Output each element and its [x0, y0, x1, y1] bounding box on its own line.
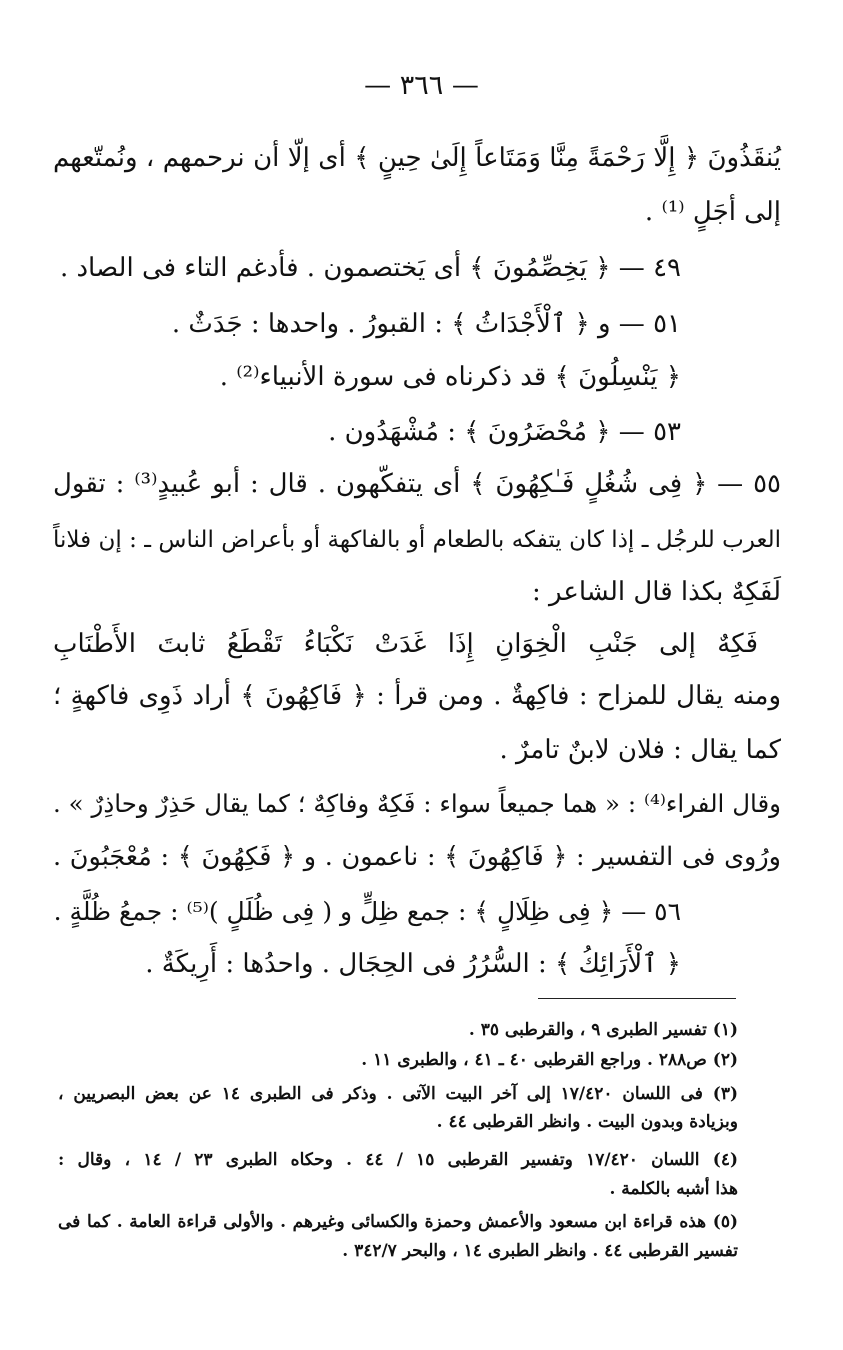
body-line: وقال الفراء⁽⁴⁾ : « هما جميعاً سواء : فَكِهٌ وفاكِهٌ ؛ كما يقال حَذِرٌ وحاذِرٌ » . — [53, 789, 782, 818]
body-line: كما يقال : فلان لابنٌ تامرٌ . — [499, 735, 781, 765]
footnote-line: (٥) هذه قراءة ابن مسعود والأعمش وحمزة والكسائى وغيرهم . والأولى قراءة العامة . كما فى — [58, 1212, 738, 1232]
page-number: — ٣٦٦ — — [364, 70, 479, 101]
body-line: ومنه يقال للمزاح : فاكِهةٌ . ومن قرأ : ﴿ فَاكِهُونَ ﴾ أراد ذَوِى فاكهةٍ ؛ — [53, 681, 781, 711]
body-line: يُنقَذُونَ ﴿ إِلَّا رَحْمَةً مِنَّا وَمَتَاعاً إِلَىٰ حِينٍ ﴾ أى إلّا أن نرحمهم ، ونُمتّعهم — [53, 143, 781, 173]
footnote-line: وبزيادة وبدون البيت . وانظر القرطبى ٤٤ . — [436, 1112, 738, 1132]
body-line: ٥١ — و ﴿ ٱلْأَجْدَاثُ ﴾ : القبورُ . واحدها : جَدَثٌ . — [171, 309, 681, 339]
footnote-line: هذا أشبه بالكلمة . — [609, 1179, 738, 1199]
body-line: ٥٥ — ﴿ فِى شُغُلٍ فَـٰكِهُونَ ﴾ أى يتفكّهون . قال : أبو عُبيدٍ⁽³⁾ : تقول — [53, 469, 782, 499]
body-line: إلى أجَلٍ ⁽¹⁾ . — [644, 197, 781, 227]
body-line: ٥٣ — ﴿ مُحْضَرُونَ ﴾ : مُشْهَدُون . — [328, 417, 681, 447]
body-line: ﴿ يَنْسِلُونَ ﴾ قد ذكرناه فى سورة الأنبياء⁽²⁾ . — [219, 362, 681, 392]
footnote-line: تفسير القرطبى ٤٤ . وانظر الطبرى ١٤ ، والبحر ٣٤٢/٧ . — [342, 1241, 738, 1261]
footnote-line: (٣) فى اللسان ١٧/٤٢٠ إلى آخر البيت الآتى . وذكر فى الطبرى ١٤ عن بعض البصريين ، — [58, 1084, 738, 1104]
poetry-verse: فَكِهٌ إلى جَنْبِ الْخِوَانِ إِذَا غَدَتْ نَكْبَاءُ تَقْطَعُ ثابتَ الأَطْنَابِ — [53, 629, 758, 659]
body-line: ورُوى فى التفسير : ﴿ فَاكِهُونَ ﴾ : ناعمون . و ﴿ فَكِهُونَ ﴾ : مُعْجَبُونَ . — [53, 842, 781, 872]
body-line: لَفَكِهٌ بكذا قال الشاعر : — [531, 577, 781, 607]
footnote-line: (١) تفسير الطبرى ٩ ، والقرطبى ٣٥ . — [468, 1020, 738, 1040]
footnote-line: (٢) ص٢٨٨ . وراجع القرطبى ٤٠ ـ ٤١ ، والطبرى ١١ . — [361, 1050, 738, 1070]
body-line: ٥٦ — ﴿ فِى ظِلَالٍ ﴾ : جمع ظِلٍّ و ( فِى ظُلَلٍ )⁽⁵⁾ : جمعُ ظُلَّةٍ . — [53, 897, 681, 926]
body-line: العرب للرجُل ـ إذا كان يتفكه بالطعام أو بالفاكهة أو بأعراض الناس ـ : إن فلاناً — [53, 527, 781, 553]
footnote-divider — [538, 998, 736, 999]
body-line: ٤٩ — ﴿ يَخِصِّمُونَ ﴾ أى يَختصمون . فأدغم التاء فى الصاد . — [59, 253, 681, 283]
footnote-line: (٤) اللسان ١٧/٤٢٠ وتفسير القرطبى ١٥ / ٤٤ . وحكاه الطبرى ٢٣ / ١٤ ، وقال : — [58, 1150, 738, 1170]
body-line: ﴿ ٱلْأَرَائِكُ ﴾ : السُّرُرُ فى الحِجَال . واحدُها : أَرِيكَةٌ . — [145, 949, 681, 979]
